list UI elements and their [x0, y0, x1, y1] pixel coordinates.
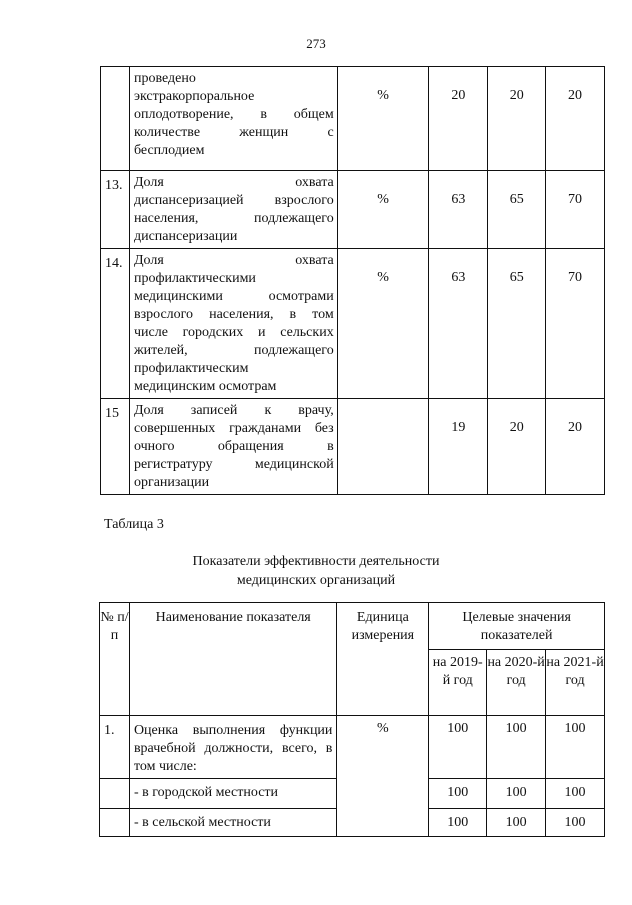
description-line: совершенных гражданами без	[133, 421, 334, 436]
header-unit: Единица измерения	[337, 603, 429, 716]
header-num: № п/п	[100, 603, 130, 716]
efficiency-indicators-table	[99, 602, 605, 837]
row-urban-2019: 100	[429, 779, 487, 809]
table-caption: Таблица 3	[104, 517, 164, 532]
row-1-unit: %	[337, 716, 429, 837]
row-1-2019: 100	[429, 716, 487, 779]
row-v2020: 20	[488, 67, 546, 171]
row-urban-name: - в городской местности	[129, 779, 336, 809]
description-line: Доля охвата	[133, 175, 334, 190]
row-v2019: 20	[429, 67, 488, 171]
table-row	[101, 249, 605, 399]
row-num: 13.	[101, 171, 130, 249]
table-row	[101, 399, 605, 495]
row-v2020: 20	[488, 399, 546, 495]
description-line: жителей, подлежащего	[133, 343, 334, 358]
description-line: количестве женщин с	[133, 125, 334, 140]
description-line: проведено	[133, 71, 196, 86]
description-line: бесплодием	[133, 143, 205, 158]
description-line: Доля записей к врачу,	[133, 403, 334, 418]
row-1-2021: 100	[546, 716, 605, 779]
row-num: 14.	[101, 249, 130, 399]
table-title	[0, 552, 632, 590]
description-line: населения, подлежащего	[133, 211, 334, 226]
row-description	[129, 399, 337, 495]
header-year-2020: на 2020-й год	[487, 650, 546, 716]
description-line: Доля охвата	[133, 253, 334, 268]
row-v2021: 70	[546, 171, 605, 249]
row-unit: %	[337, 171, 429, 249]
row-v2021: 20	[546, 67, 605, 171]
row-v2019: 19	[429, 399, 488, 495]
description-line: медицинским осмотрам	[133, 379, 277, 394]
table-row	[101, 171, 605, 249]
row-unit: %	[337, 67, 429, 171]
description-line: профилактическим	[133, 361, 249, 376]
description-line: очного обращения в	[133, 439, 334, 454]
header-year-2021: на 2021-й год	[546, 650, 605, 716]
row-rural-name: - в сельской местности	[129, 809, 336, 837]
row-rural-2021: 100	[546, 809, 605, 837]
row-unit	[337, 399, 429, 495]
row-1-2020: 100	[487, 716, 546, 779]
row-v2019: 63	[429, 249, 488, 399]
description-line: профилактическими	[133, 271, 256, 286]
row-num: 15	[101, 399, 130, 495]
description-line: медицинскими осмотрами	[133, 289, 334, 304]
row-urban-2020: 100	[487, 779, 546, 809]
description-line: организации	[133, 475, 210, 490]
row-1-name: Оценка выполнения функции врачебной должности, всего, в том числе:	[129, 716, 336, 779]
row-v2019: 63	[429, 171, 488, 249]
header-year-2019: на 2019-й год	[429, 650, 487, 716]
row-urban-2021: 100	[546, 779, 605, 809]
row-unit: %	[337, 249, 429, 399]
description-line: диспансеризации	[133, 229, 238, 244]
row-num	[101, 67, 130, 171]
description-line: числе городских и сельских	[133, 325, 334, 340]
row-v2021: 70	[546, 249, 605, 399]
description-line: регистратуру медицинской	[133, 457, 334, 472]
header-name: Наименование показателя	[129, 603, 336, 716]
row-rural-2020: 100	[487, 809, 546, 837]
row-1-num: 1.	[100, 716, 130, 779]
description-line: оплодотворение, в общем	[133, 107, 334, 122]
row-v2020: 65	[488, 249, 546, 399]
row-description	[129, 171, 337, 249]
header-targets: Целевые значения показателей	[429, 603, 605, 650]
description-line: взрослого населения, в том	[133, 307, 334, 322]
row-description	[129, 67, 337, 171]
description-line: диспансеризацией взрослого	[133, 193, 334, 208]
description-line: экстракорпоральное	[133, 89, 255, 104]
row-v2020: 65	[488, 171, 546, 249]
row-rural-2019: 100	[429, 809, 487, 837]
table-row	[101, 67, 605, 171]
table-title-line-2: медицинских организаций	[236, 573, 396, 588]
table-title-line-1: Показатели эффективности деятельности	[192, 554, 440, 569]
indicators-table-continued	[100, 66, 605, 495]
row-description	[129, 249, 337, 399]
row-v2021: 20	[546, 399, 605, 495]
page-number: 273	[306, 36, 326, 51]
